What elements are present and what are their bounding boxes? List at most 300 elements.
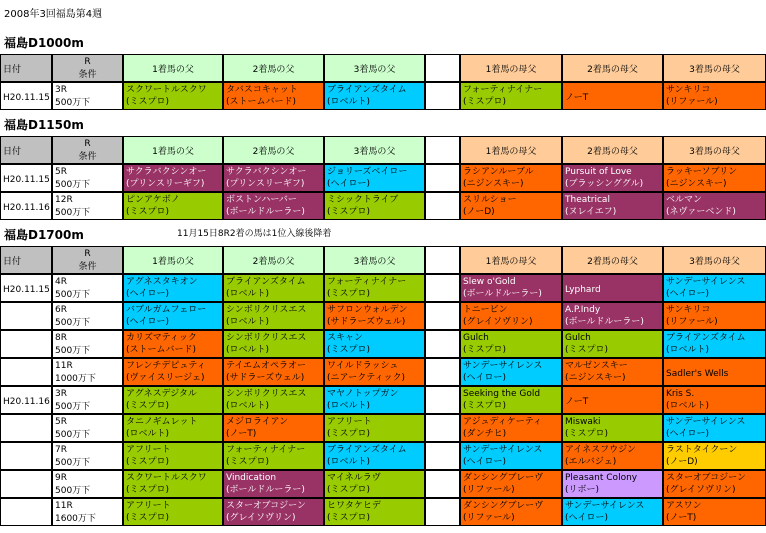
sheet-title: 2008年3回福島第4週 <box>4 9 103 20</box>
sire-cell <box>123 192 223 220</box>
damsire-cell-line2: (ヌレイエフ) <box>565 207 617 217</box>
damsire-cell-line1: A.P.Indy <box>565 305 601 315</box>
sire-cell-line1: カリズマティック <box>126 333 197 343</box>
header-sire-1: 1着馬の父 <box>123 136 223 164</box>
spacer-col <box>425 302 460 330</box>
race-number <box>52 414 123 442</box>
damsire-cell <box>460 330 562 358</box>
header-race <box>52 136 123 164</box>
sire-cell-line2: (ミスプロ) <box>327 345 371 355</box>
sire-cell-line2: (ミスプロ) <box>126 513 170 523</box>
sire-cell-line1: ヒワタケヒデ <box>327 501 381 511</box>
sire-cell <box>123 164 223 192</box>
sire-cell-line2: (ロベルト) <box>327 401 371 411</box>
sire-cell-line2: (ロベルト) <box>226 401 270 411</box>
damsire-cell <box>663 274 766 302</box>
sire-cell-line1: ブライアンズタイム <box>327 445 407 455</box>
sire-cell-line2: (ミスプロ) <box>126 457 170 467</box>
damsire-cell <box>663 470 766 498</box>
header-damsire-1: 1着馬の母父 <box>460 246 562 274</box>
damsire-cell-line2: (ミスプロ) <box>565 429 609 439</box>
damsire-cell-line2: (ロベルト) <box>666 345 710 355</box>
sire-cell-line1: マイネルラヴ <box>327 473 381 483</box>
race-date: H20.11.16 <box>0 192 52 220</box>
sire-cell-line2: (ミスプロ) <box>327 289 371 299</box>
sire-cell <box>123 498 223 526</box>
sire-cell <box>223 330 324 358</box>
damsire-cell-line1: Slew o'Gold <box>463 277 516 287</box>
spacer-col <box>425 274 460 302</box>
damsire-cell <box>460 358 562 386</box>
damsire-cell-line2: (ノーD) <box>463 207 495 217</box>
race-number <box>52 192 123 220</box>
race-number-line2: 1000万下 <box>55 374 96 384</box>
damsire-cell-line1: ラストタイクーン <box>666 445 738 455</box>
sire-cell <box>324 302 425 330</box>
race-number-line2: 500万下 <box>55 290 91 300</box>
damsire-cell <box>663 498 766 526</box>
race-number <box>52 442 123 470</box>
sire-cell <box>123 414 223 442</box>
sire-cell <box>324 442 425 470</box>
damsire-cell-line1: スリルショー <box>463 195 517 205</box>
damsire-cell-line1: アジュディケーティ <box>463 417 543 427</box>
damsire-cell-line2: (ヘイロー) <box>666 289 710 299</box>
header-date: 日付 <box>0 136 52 164</box>
sire-cell-line2: (ロベルト) <box>327 457 371 467</box>
damsire-cell-line1: Pleasant Colony <box>565 473 638 483</box>
damsire-cell <box>663 192 766 220</box>
damsire-cell-line2: (ネヴァーベンド) <box>666 207 736 217</box>
race-number-line2: 500万下 <box>55 430 91 440</box>
header-sire-1: 1着馬の父 <box>123 246 223 274</box>
sire-cell <box>123 358 223 386</box>
race-date <box>0 358 52 386</box>
damsire-cell-line2: (リボー) <box>565 485 600 495</box>
spacer-col <box>425 498 460 526</box>
damsire-cell-line2: (リファール) <box>666 317 718 327</box>
damsire-cell-line1: Gulch <box>463 333 489 343</box>
header-race-line2: 条件 <box>78 262 97 272</box>
race-number-line2: 500万下 <box>55 486 91 496</box>
sire-cell-line2: (ロベルト) <box>226 317 270 327</box>
damsire-cell <box>663 82 766 110</box>
header-race-line1: R <box>84 139 91 149</box>
header-sire-2: 2着馬の父 <box>223 54 324 82</box>
damsire-cell <box>663 302 766 330</box>
damsire-cell-line1: サンデーサイレンス <box>666 277 746 287</box>
sire-cell <box>324 386 425 414</box>
sire-cell-line2: (ロベルト) <box>327 97 371 107</box>
race-date <box>0 470 52 498</box>
race-number-line1: 7R <box>55 445 67 455</box>
section-title: 福島D1150m <box>4 118 84 132</box>
race-number-line2: 500万下 <box>55 208 91 218</box>
race-number-line2: 500万下 <box>55 98 91 108</box>
sire-cell-line2: (ボールドルーラー) <box>226 207 305 217</box>
damsire-cell <box>562 358 663 386</box>
race-number-line2: 500万下 <box>55 318 91 328</box>
race-number-line1: 8R <box>55 333 67 343</box>
damsire-cell <box>460 386 562 414</box>
damsire-cell <box>562 442 663 470</box>
race-number-line1: 9R <box>55 473 67 483</box>
damsire-cell <box>460 302 562 330</box>
sire-cell-line1: アフリート <box>327 417 372 427</box>
damsire-cell-line1: マルゼンスキー <box>565 361 628 371</box>
race-date <box>0 302 52 330</box>
race-number-line1: 11R <box>55 501 73 511</box>
damsire-cell-line1: ラシアンルーブル <box>463 167 534 177</box>
damsire-cell-line1: サンデーサイレンス <box>565 501 645 511</box>
race-number <box>52 470 123 498</box>
sire-cell <box>324 192 425 220</box>
race-number <box>52 82 123 110</box>
race-number-line2: 1600万下 <box>55 514 96 524</box>
sire-cell-line2: (ミスプロ) <box>226 457 270 467</box>
race-number <box>52 386 123 414</box>
sire-cell-line2: (サドラーズウェル) <box>327 317 406 327</box>
damsire-cell-line1: スターオブコジーン <box>666 473 746 483</box>
race-number-line2: 500万下 <box>55 180 91 190</box>
sire-cell-line1: シンボリクリスエス <box>226 305 307 315</box>
spacer-col <box>425 358 460 386</box>
sire-cell-line2: (ボールドルーラー) <box>226 485 305 495</box>
header-damsire-2: 2着馬の母父 <box>562 246 663 274</box>
section-note: 11月15日8R2着の馬は1位入線後降着 <box>177 229 332 239</box>
sire-cell-line1: タバスコキャット <box>226 85 298 95</box>
sire-cell-line1: メジロライアン <box>226 417 289 427</box>
sire-cell-line2: (プリンスリーギフ) <box>226 179 305 189</box>
damsire-cell-line2: (ヘイロー) <box>463 373 507 383</box>
header-date: 日付 <box>0 246 52 274</box>
damsire-cell-line2: (ミスプロ) <box>463 345 507 355</box>
damsire-cell-line2: (ミスプロ) <box>463 97 507 107</box>
spacer-col <box>425 54 460 82</box>
race-number-line1: 5R <box>55 167 67 177</box>
section-title: 福島D1700m <box>4 228 84 242</box>
sire-cell <box>223 498 324 526</box>
spacer-col <box>425 330 460 358</box>
damsire-cell: Lyphard <box>562 274 663 302</box>
damsire-cell <box>663 164 766 192</box>
sire-cell <box>223 192 324 220</box>
header-sire-3: 3着馬の父 <box>324 246 425 274</box>
damsire-cell-line1: ラッキーソブリン <box>666 167 738 177</box>
sire-cell <box>223 274 324 302</box>
sire-cell-line2: (サドラーズウェル) <box>226 373 305 383</box>
damsire-cell-line2: (グレイソヴリン) <box>463 317 533 327</box>
sire-cell <box>324 164 425 192</box>
spacer-col <box>425 192 460 220</box>
sire-cell-line2: (ノーT) <box>226 429 257 439</box>
race-date: H20.11.15 <box>0 164 52 192</box>
sire-cell-line1: バブルガムフェロー <box>126 305 207 315</box>
header-damsire-2: 2着馬の母父 <box>562 136 663 164</box>
race-date: H20.11.16 <box>0 386 52 414</box>
race-number-line2: 500万下 <box>55 402 91 412</box>
sire-cell-line1: フォーティナイナー <box>226 445 306 455</box>
race-number <box>52 274 123 302</box>
damsire-cell-line1: Gulch <box>565 333 591 343</box>
header-sire-3: 3着馬の父 <box>324 136 425 164</box>
race-number <box>52 358 123 386</box>
damsire-cell-line2: (ヘイロー) <box>463 457 507 467</box>
sire-cell-line2: (ニアークティック) <box>327 373 406 383</box>
damsire-cell <box>562 414 663 442</box>
damsire-cell <box>460 442 562 470</box>
damsire-cell-line2: (ヘイロー) <box>666 429 710 439</box>
header-damsire-1: 1着馬の母父 <box>460 136 562 164</box>
sire-cell-line1: ワイルドラッシュ <box>327 361 399 371</box>
damsire-cell-line1: サンデーサイレンス <box>666 417 746 427</box>
sire-cell-line1: タニノギムレット <box>126 417 198 427</box>
sire-cell <box>123 274 223 302</box>
race-number-line1: 12R <box>55 195 73 205</box>
sire-cell-line1: マヤノトップガン <box>327 389 399 399</box>
race-number-line2: 500万下 <box>55 458 91 468</box>
damsire-cell <box>460 470 562 498</box>
damsire-cell <box>562 192 663 220</box>
damsire-cell-line1: ベルマン <box>666 195 703 205</box>
race-number <box>52 164 123 192</box>
race-date <box>0 442 52 470</box>
damsire-cell-line2: (グレイソヴリン) <box>666 485 736 495</box>
sire-cell-line2: (ミスプロ) <box>327 207 371 217</box>
spacer-col <box>425 136 460 164</box>
damsire-cell-line2: (ニジンスキー) <box>666 179 727 189</box>
sire-cell-line2: (ミスプロ) <box>327 513 371 523</box>
sire-cell-line1: テイエムオペラオー <box>226 361 307 371</box>
sire-cell <box>223 164 324 192</box>
race-number-line1: 3R <box>55 85 67 95</box>
damsire-cell <box>663 386 766 414</box>
sire-cell <box>223 414 324 442</box>
damsire-cell-line1: Miswaki <box>565 417 601 427</box>
race-number-line1: 4R <box>55 277 67 287</box>
damsire-cell <box>663 330 766 358</box>
header-race-line2: 条件 <box>78 152 97 162</box>
sire-cell-line1: シンボリクリスエス <box>226 333 307 343</box>
sire-cell <box>324 330 425 358</box>
sire-cell <box>324 274 425 302</box>
damsire-cell-line2: (ボールドルーラー) <box>463 289 542 299</box>
spacer-col <box>425 82 460 110</box>
race-date <box>0 330 52 358</box>
sire-cell <box>123 82 223 110</box>
damsire-cell-line1: アスワン <box>666 501 702 511</box>
sire-cell-line1: Vindication <box>226 473 277 483</box>
sire-cell-line1: スクワートルスクワ <box>126 85 207 95</box>
damsire-cell <box>562 164 663 192</box>
header-damsire-3: 3着馬の母父 <box>663 136 766 164</box>
damsire-cell: ノーT <box>562 386 663 414</box>
sire-cell-line1: フレンチデピュティ <box>126 361 206 371</box>
race-number-line1: 6R <box>55 305 67 315</box>
sire-cell-line1: アグネスデジタル <box>126 389 197 399</box>
damsire-cell-line1: ダンシングブレーヴ <box>463 473 544 483</box>
sire-cell-line2: (プリンスリーギフ) <box>126 179 205 189</box>
damsire-cell-line2: (ニジンスキー) <box>565 373 626 383</box>
race-number-line1: 11R <box>55 361 73 371</box>
damsire-cell-line2: (エルバジェ) <box>565 457 617 467</box>
sire-cell-line1: スターオブコジーン <box>226 501 306 511</box>
damsire-cell <box>460 164 562 192</box>
damsire-cell-line2: (ミスプロ) <box>565 345 609 355</box>
damsire-cell <box>460 274 562 302</box>
damsire-cell-line2: (ロベルト) <box>666 401 710 411</box>
damsire-cell-line1: ブライアンズタイム <box>666 333 746 343</box>
damsire-cell-line1: Pursuit of Love <box>565 167 632 177</box>
header-sire-3: 3着馬の父 <box>324 54 425 82</box>
sire-cell <box>223 442 324 470</box>
damsire-cell-line2: (ミスプロ) <box>463 401 507 411</box>
spacer-col <box>425 386 460 414</box>
sire-cell <box>123 470 223 498</box>
sire-cell <box>223 470 324 498</box>
sire-cell <box>223 386 324 414</box>
spacer-col <box>425 164 460 192</box>
sire-cell-line1: シンボリクリスエス <box>226 389 307 399</box>
header-damsire-3: 3着馬の母父 <box>663 54 766 82</box>
damsire-cell <box>460 498 562 526</box>
sire-cell-line2: (グレイソヴリン) <box>226 513 296 523</box>
race-date: H20.11.15 <box>0 274 52 302</box>
header-damsire-3: 3着馬の母父 <box>663 246 766 274</box>
race-number-line1: 3R <box>55 389 67 399</box>
sire-cell-line1: ブライアンズタイム <box>327 85 407 95</box>
race-number <box>52 302 123 330</box>
sire-cell-line2: (ヘイロー) <box>126 289 170 299</box>
sire-cell-line2: (ミスプロ) <box>126 485 170 495</box>
sire-cell-line1: スクワートルスクワ <box>126 473 207 483</box>
sire-cell <box>223 82 324 110</box>
damsire-cell-line1: Seeking the Gold <box>463 389 541 399</box>
sire-cell-line2: (ロベルト) <box>126 429 170 439</box>
damsire-cell-line2: (ヘイロー) <box>565 513 609 523</box>
damsire-cell-line2: (ブラッシンググル) <box>565 179 644 189</box>
header-damsire-2: 2着馬の母父 <box>562 54 663 82</box>
header-race-line1: R <box>84 249 91 259</box>
sire-cell-line2: (ヘイロー) <box>126 317 170 327</box>
damsire-cell-line1: サンキリコ <box>666 305 711 315</box>
sire-cell-line1: アフリート <box>126 445 171 455</box>
sire-cell-line1: ブライアンズタイム <box>226 277 306 287</box>
race-date <box>0 498 52 526</box>
race-date <box>0 414 52 442</box>
sire-cell <box>324 470 425 498</box>
damsire-cell: Sadler's Wells <box>663 358 766 386</box>
damsire-cell-line2: (ダンチヒ) <box>463 429 507 439</box>
damsire-cell-line1: サンキリコ <box>666 85 711 95</box>
sire-cell-line1: アフリート <box>126 501 171 511</box>
race-number-line1: 5R <box>55 417 67 427</box>
header-race <box>52 54 123 82</box>
damsire-cell-line1: サンデーサイレンス <box>463 445 543 455</box>
damsire-cell-line1: フォーティナイナー <box>463 85 543 95</box>
damsire-cell-line1: サンデーサイレンス <box>463 361 543 371</box>
sire-cell-line1: ピンアケボノ <box>126 195 180 205</box>
sire-cell-line1: サクラバクシンオー <box>126 167 207 177</box>
damsire-cell-line1: トニービン <box>463 305 508 315</box>
sire-cell-line1: サクラバクシンオー <box>226 167 307 177</box>
header-date: 日付 <box>0 54 52 82</box>
damsire-cell-line1: アイネスフウジン <box>565 445 636 455</box>
sire-cell-line1: スキャン <box>327 333 364 343</box>
damsire-cell <box>460 82 562 110</box>
sire-cell <box>324 358 425 386</box>
spacer-col <box>425 442 460 470</box>
sire-cell-line1: ミシックトライブ <box>327 195 399 205</box>
sire-cell <box>324 414 425 442</box>
sire-cell-line2: (ミスプロ) <box>327 429 371 439</box>
sire-cell-line2: (ミスプロ) <box>126 401 170 411</box>
sire-cell <box>123 442 223 470</box>
damsire-cell-line1: Theatrical <box>565 195 610 205</box>
header-race-line2: 条件 <box>78 70 97 80</box>
sire-cell-line1: ジョリーズベイロー <box>327 167 408 177</box>
damsire-cell: ノーT <box>562 82 663 110</box>
sire-cell <box>223 358 324 386</box>
damsire-cell-line2: (リファール) <box>666 97 718 107</box>
race-date: H20.11.15 <box>0 82 52 110</box>
damsire-cell <box>562 302 663 330</box>
spacer-col <box>425 470 460 498</box>
damsire-cell <box>663 442 766 470</box>
header-sire-2: 2着馬の父 <box>223 246 324 274</box>
sire-cell-line2: (ヴァイスリージェ) <box>126 373 205 383</box>
damsire-cell-line2: (ノーT) <box>666 513 697 523</box>
spacer-col <box>425 414 460 442</box>
damsire-cell <box>562 330 663 358</box>
sire-cell <box>324 82 425 110</box>
sire-cell-line2: (ヘイロー) <box>327 179 371 189</box>
header-sire-2: 2着馬の父 <box>223 136 324 164</box>
damsire-cell-line2: (ニジンスキー) <box>463 179 524 189</box>
spacer-col <box>425 246 460 274</box>
sire-cell <box>123 330 223 358</box>
damsire-cell-line2: (ノーD) <box>666 457 698 467</box>
sire-cell-line1: フォーティナイナー <box>327 277 407 287</box>
damsire-cell-line1: Kris S. <box>666 389 695 399</box>
header-sire-1: 1着馬の父 <box>123 54 223 82</box>
race-number <box>52 330 123 358</box>
damsire-cell <box>460 414 562 442</box>
sire-cell-line1: アグネスタキオン <box>126 277 198 287</box>
sire-cell <box>324 498 425 526</box>
section-title: 福島D1000m <box>4 36 84 50</box>
sire-cell-line1: サフロンウォルデン <box>327 305 408 315</box>
sire-cell-line2: (ストームバード) <box>226 97 297 107</box>
race-number-line2: 500万下 <box>55 346 91 356</box>
damsire-cell <box>663 414 766 442</box>
header-race <box>52 246 123 274</box>
sire-cell-line1: ボストンハーバー <box>226 195 297 205</box>
damsire-cell <box>562 470 663 498</box>
sire-cell-line2: (ミスプロ) <box>126 97 170 107</box>
sire-cell-line2: (ロベルト) <box>226 345 270 355</box>
damsire-cell <box>562 498 663 526</box>
header-damsire-1: 1着馬の母父 <box>460 54 562 82</box>
race-number <box>52 498 123 526</box>
sire-cell-line2: (ロベルト) <box>226 289 270 299</box>
damsire-cell-line2: (ボールドルーラー) <box>565 317 644 327</box>
sire-cell-line2: (ミスプロ) <box>126 207 170 217</box>
damsire-cell <box>460 192 562 220</box>
sire-cell-line2: (ミスプロ) <box>327 485 371 495</box>
damsire-cell-line1: ダンシングブレーヴ <box>463 501 544 511</box>
damsire-cell-line2: (リファール) <box>463 513 515 523</box>
